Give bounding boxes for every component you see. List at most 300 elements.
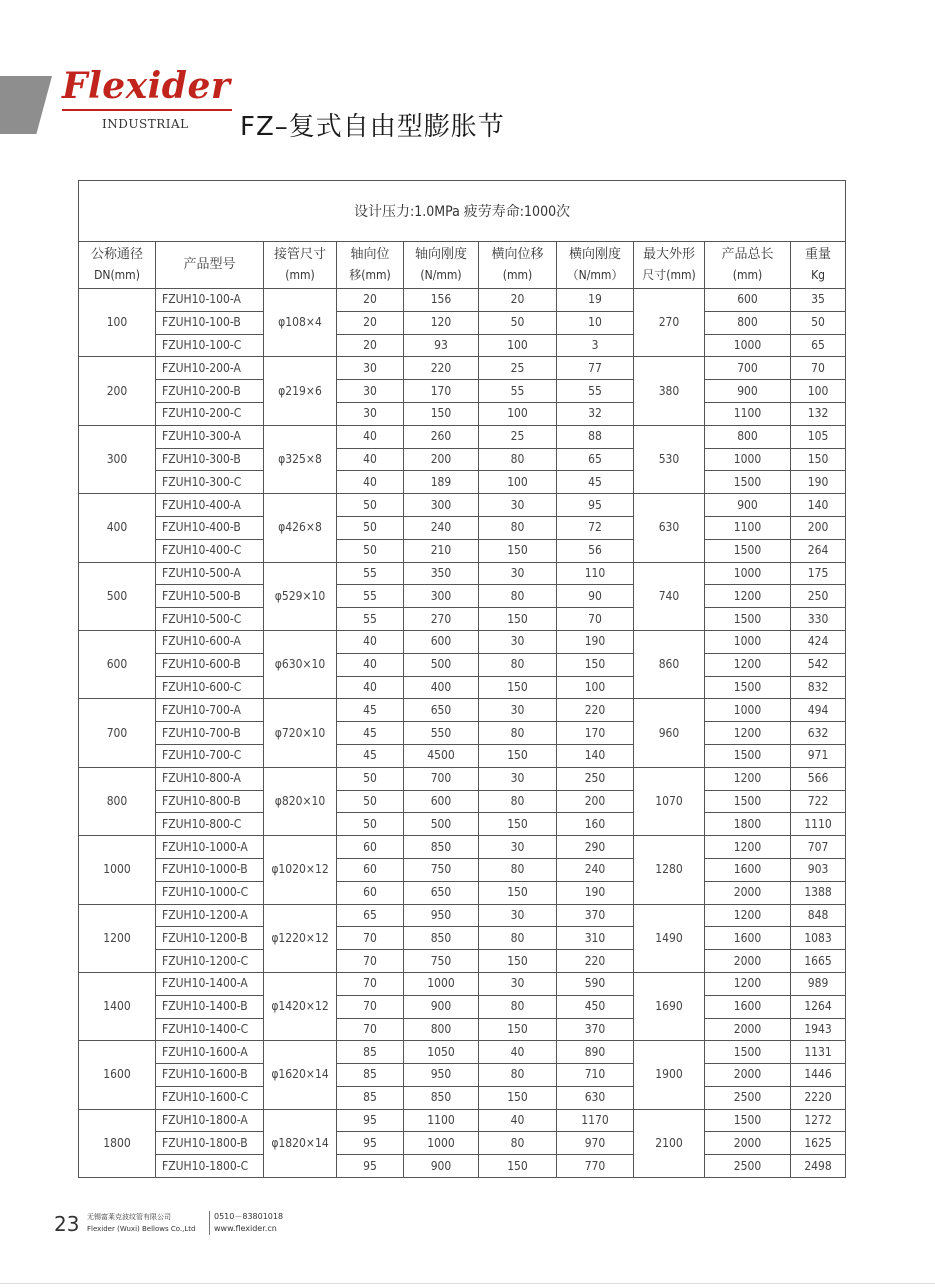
- pipe-size-cell: φ1620×14: [264, 1041, 337, 1109]
- pipe-size-cell: φ426×8: [264, 494, 337, 562]
- axial-stiffness-cell: 600: [404, 790, 479, 813]
- total-length-cell: 900: [705, 494, 791, 517]
- pipe-size-cell: φ108×4: [264, 289, 337, 357]
- axial-stiffness-cell: 850: [404, 836, 479, 859]
- lateral-displacement-cell: 80: [479, 1132, 557, 1155]
- axial-stiffness-cell: 900: [404, 1155, 479, 1178]
- max-dimension-cell: 1070: [634, 767, 705, 835]
- weight-cell: 1264: [791, 995, 846, 1018]
- axial-displacement-cell: 45: [337, 744, 404, 767]
- model-cell: FZUH10-400-B: [156, 516, 264, 539]
- axial-stiffness-cell: 120: [404, 311, 479, 334]
- lateral-stiffness-cell: 290: [557, 836, 634, 859]
- table-row: [79, 1086, 846, 1109]
- table-row: [79, 448, 846, 471]
- axial-displacement-cell: 85: [337, 1086, 404, 1109]
- lateral-stiffness-cell: 370: [557, 904, 634, 927]
- axial-displacement-cell: 40: [337, 630, 404, 653]
- axial-stiffness-cell: 400: [404, 676, 479, 699]
- lateral-stiffness-cell: 88: [557, 425, 634, 448]
- weight-cell: 2220: [791, 1086, 846, 1109]
- lateral-displacement-cell: 150: [479, 1018, 557, 1041]
- spec-table-wrapper: [78, 180, 845, 1178]
- max-dimension-cell: 860: [634, 630, 705, 698]
- axial-displacement-cell: 50: [337, 813, 404, 836]
- axial-stiffness-cell: 900: [404, 995, 479, 1018]
- weight-cell: 250: [791, 585, 846, 608]
- weight-cell: 903: [791, 858, 846, 881]
- table-row: [79, 1064, 846, 1087]
- model-cell: FZUH10-800-B: [156, 790, 264, 813]
- max-dimension-cell: 960: [634, 699, 705, 767]
- model-cell: FZUH10-1800-B: [156, 1132, 264, 1155]
- weight-cell: 330: [791, 608, 846, 631]
- table-body: [79, 289, 846, 1178]
- table-row: [79, 380, 846, 403]
- model-cell: FZUH10-700-A: [156, 699, 264, 722]
- axial-stiffness-cell: 650: [404, 699, 479, 722]
- axial-displacement-cell: 85: [337, 1041, 404, 1064]
- column-header: [705, 242, 791, 289]
- table-row: [79, 1155, 846, 1178]
- total-length-cell: 2000: [705, 1064, 791, 1087]
- model-cell: FZUH10-700-B: [156, 722, 264, 745]
- table-row: [79, 289, 846, 312]
- weight-cell: 542: [791, 653, 846, 676]
- axial-displacement-cell: 95: [337, 1155, 404, 1178]
- spec-table: [78, 180, 846, 1178]
- axial-displacement-cell: 20: [337, 289, 404, 312]
- lateral-stiffness-cell: 970: [557, 1132, 634, 1155]
- pipe-size-cell: φ720×10: [264, 699, 337, 767]
- total-length-cell: 1000: [705, 334, 791, 357]
- total-length-cell: 1200: [705, 767, 791, 790]
- lateral-displacement-cell: 50: [479, 311, 557, 334]
- lateral-displacement-cell: 30: [479, 494, 557, 517]
- total-length-cell: 2000: [705, 1018, 791, 1041]
- lateral-stiffness-cell: 590: [557, 972, 634, 995]
- lateral-stiffness-cell: 140: [557, 744, 634, 767]
- column-header: [264, 242, 337, 289]
- model-cell: FZUH10-300-C: [156, 471, 264, 494]
- table-row: [79, 744, 846, 767]
- column-header: [791, 242, 846, 289]
- axial-displacement-cell: 70: [337, 927, 404, 950]
- lateral-stiffness-cell: 890: [557, 1041, 634, 1064]
- model-cell: FZUH10-1600-C: [156, 1086, 264, 1109]
- model-cell: FZUH10-1000-B: [156, 858, 264, 881]
- lateral-displacement-cell: 55: [479, 380, 557, 403]
- table-row: [79, 927, 846, 950]
- lateral-stiffness-cell: 1170: [557, 1109, 634, 1132]
- total-length-cell: 1500: [705, 1041, 791, 1064]
- axial-displacement-cell: 55: [337, 562, 404, 585]
- weight-cell: 65: [791, 334, 846, 357]
- max-dimension-cell: 1690: [634, 972, 705, 1040]
- weight-cell: 566: [791, 767, 846, 790]
- axial-displacement-cell: 40: [337, 448, 404, 471]
- lateral-stiffness-cell: 240: [557, 858, 634, 881]
- weight-cell: 132: [791, 402, 846, 425]
- axial-displacement-cell: 95: [337, 1109, 404, 1132]
- page-number: 23: [54, 1212, 80, 1236]
- column-header-line1: 横向位移: [491, 247, 544, 262]
- axial-stiffness-cell: 1100: [404, 1109, 479, 1132]
- contact-info: [214, 1211, 283, 1235]
- dn-cell: 1800: [79, 1109, 156, 1177]
- axial-displacement-cell: 30: [337, 380, 404, 403]
- company-info: [87, 1211, 195, 1235]
- lateral-stiffness-cell: 100: [557, 676, 634, 699]
- lateral-displacement-cell: 150: [479, 744, 557, 767]
- model-cell: FZUH10-1800-A: [156, 1109, 264, 1132]
- weight-cell: 1446: [791, 1064, 846, 1087]
- axial-displacement-cell: 40: [337, 471, 404, 494]
- table-row: [79, 357, 846, 380]
- column-header: [404, 242, 479, 289]
- pipe-size-cell: φ1820×14: [264, 1109, 337, 1177]
- weight-cell: 264: [791, 539, 846, 562]
- axial-displacement-cell: 20: [337, 311, 404, 334]
- dn-cell: 1600: [79, 1041, 156, 1109]
- column-header-line2: (N/mm): [420, 268, 462, 282]
- lateral-stiffness-cell: 70: [557, 608, 634, 631]
- weight-cell: 140: [791, 494, 846, 517]
- axial-stiffness-cell: 200: [404, 448, 479, 471]
- total-length-cell: 1200: [705, 836, 791, 859]
- weight-cell: 175: [791, 562, 846, 585]
- column-header: [634, 242, 705, 289]
- column-header: [557, 242, 634, 289]
- total-length-cell: 700: [705, 357, 791, 380]
- table-row: [79, 858, 846, 881]
- pipe-size-cell: φ1020×12: [264, 836, 337, 904]
- page-edge-tab: [0, 76, 52, 134]
- model-cell: FZUH10-1400-B: [156, 995, 264, 1018]
- table-row: [79, 539, 846, 562]
- total-length-cell: 1600: [705, 858, 791, 881]
- logo-subtitle: INDUSTRIAL: [102, 117, 189, 131]
- table-row: [79, 585, 846, 608]
- lateral-stiffness-cell: 90: [557, 585, 634, 608]
- column-header-line1: 横向刚度: [568, 247, 621, 262]
- dn-cell: 1400: [79, 972, 156, 1040]
- lateral-stiffness-cell: 55: [557, 380, 634, 403]
- axial-displacement-cell: 60: [337, 836, 404, 859]
- model-cell: FZUH10-200-B: [156, 380, 264, 403]
- column-header-line2: (mm): [285, 268, 315, 282]
- table-row: [79, 471, 846, 494]
- lateral-stiffness-cell: 220: [557, 699, 634, 722]
- axial-stiffness-cell: 1050: [404, 1041, 479, 1064]
- axial-stiffness-cell: 700: [404, 767, 479, 790]
- model-cell: FZUH10-1000-C: [156, 881, 264, 904]
- axial-displacement-cell: 40: [337, 676, 404, 699]
- lateral-displacement-cell: 80: [479, 516, 557, 539]
- table-row: [79, 995, 846, 1018]
- model-cell: FZUH10-400-A: [156, 494, 264, 517]
- axial-displacement-cell: 60: [337, 881, 404, 904]
- model-cell: FZUH10-800-C: [156, 813, 264, 836]
- total-length-cell: 1200: [705, 653, 791, 676]
- page-title: FZ–复式自由型膨胀节: [240, 112, 505, 142]
- axial-stiffness-cell: 220: [404, 357, 479, 380]
- axial-stiffness-cell: 260: [404, 425, 479, 448]
- lateral-displacement-cell: 30: [479, 699, 557, 722]
- website-link[interactable]: www.flexider.cn: [214, 1224, 277, 1233]
- column-header-line1: 产品型号: [183, 257, 236, 272]
- model-cell: FZUH10-1400-C: [156, 1018, 264, 1041]
- dn-cell: 600: [79, 630, 156, 698]
- table-row: [79, 699, 846, 722]
- model-cell: FZUH10-100-B: [156, 311, 264, 334]
- pipe-size-cell: φ820×10: [264, 767, 337, 835]
- lateral-stiffness-cell: 95: [557, 494, 634, 517]
- lateral-stiffness-cell: 310: [557, 927, 634, 950]
- column-header: [337, 242, 404, 289]
- lateral-stiffness-cell: 19: [557, 289, 634, 312]
- column-header-line1: 接管尺寸: [273, 247, 326, 262]
- lateral-displacement-cell: 80: [479, 858, 557, 881]
- lateral-displacement-cell: 150: [479, 1155, 557, 1178]
- table-row: [79, 722, 846, 745]
- model-cell: FZUH10-100-C: [156, 334, 264, 357]
- total-length-cell: 800: [705, 425, 791, 448]
- model-cell: FZUH10-1600-A: [156, 1041, 264, 1064]
- max-dimension-cell: 740: [634, 562, 705, 630]
- total-length-cell: 2000: [705, 950, 791, 973]
- weight-cell: 2498: [791, 1155, 846, 1178]
- column-header: [79, 242, 156, 289]
- axial-stiffness-cell: 750: [404, 950, 479, 973]
- axial-displacement-cell: 50: [337, 539, 404, 562]
- axial-stiffness-cell: 240: [404, 516, 479, 539]
- column-header-line2: (mm): [502, 268, 533, 282]
- column-header: [479, 242, 557, 289]
- lateral-displacement-cell: 150: [479, 1086, 557, 1109]
- weight-cell: 35: [791, 289, 846, 312]
- table-row: [79, 813, 846, 836]
- lateral-stiffness-cell: 56: [557, 539, 634, 562]
- lateral-stiffness-cell: 630: [557, 1086, 634, 1109]
- model-cell: FZUH10-600-B: [156, 653, 264, 676]
- table-row: [79, 630, 846, 653]
- axial-displacement-cell: 55: [337, 585, 404, 608]
- column-header-line1: 产品总长: [721, 247, 774, 262]
- column-header-line1: 轴向位: [350, 247, 390, 262]
- total-length-cell: 1500: [705, 1109, 791, 1132]
- weight-cell: 100: [791, 380, 846, 403]
- table-row: [79, 562, 846, 585]
- axial-stiffness-cell: 650: [404, 881, 479, 904]
- lateral-stiffness-cell: 450: [557, 995, 634, 1018]
- axial-stiffness-cell: 300: [404, 585, 479, 608]
- axial-stiffness-cell: 950: [404, 904, 479, 927]
- table-row: [79, 402, 846, 425]
- phone-number: 0510－83801018: [214, 1212, 284, 1221]
- model-cell: FZUH10-600-A: [156, 630, 264, 653]
- lateral-displacement-cell: 40: [479, 1041, 557, 1064]
- model-cell: FZUH10-600-C: [156, 676, 264, 699]
- lateral-displacement-cell: 100: [479, 471, 557, 494]
- total-length-cell: 2000: [705, 881, 791, 904]
- dn-cell: 700: [79, 699, 156, 767]
- model-cell: FZUH10-1200-B: [156, 927, 264, 950]
- flexider-logo: [62, 66, 242, 136]
- lateral-stiffness-cell: 65: [557, 448, 634, 471]
- table-row: [79, 676, 846, 699]
- bottom-rule: [0, 1283, 935, 1284]
- axial-displacement-cell: 30: [337, 402, 404, 425]
- axial-displacement-cell: 55: [337, 608, 404, 631]
- axial-stiffness-cell: 4500: [404, 744, 479, 767]
- pipe-size-cell: φ529×10: [264, 562, 337, 630]
- lateral-displacement-cell: 30: [479, 972, 557, 995]
- total-length-cell: 1000: [705, 562, 791, 585]
- lateral-stiffness-cell: 3: [557, 334, 634, 357]
- lateral-displacement-cell: 25: [479, 425, 557, 448]
- axial-displacement-cell: 40: [337, 653, 404, 676]
- table-row: [79, 1109, 846, 1132]
- column-header-line2: （N/mm）: [566, 268, 624, 282]
- total-length-cell: 1500: [705, 608, 791, 631]
- model-cell: FZUH10-300-A: [156, 425, 264, 448]
- table-row: [79, 767, 846, 790]
- lateral-displacement-cell: 30: [479, 630, 557, 653]
- total-length-cell: 1600: [705, 927, 791, 950]
- max-dimension-cell: 1490: [634, 904, 705, 972]
- weight-cell: 832: [791, 676, 846, 699]
- lateral-displacement-cell: 30: [479, 904, 557, 927]
- weight-cell: 1131: [791, 1041, 846, 1064]
- column-header-line1: 最大外形: [642, 247, 695, 262]
- total-length-cell: 1500: [705, 539, 791, 562]
- table-row: [79, 1041, 846, 1064]
- lateral-displacement-cell: 20: [479, 289, 557, 312]
- axial-displacement-cell: 70: [337, 1018, 404, 1041]
- max-dimension-cell: 630: [634, 494, 705, 562]
- lateral-stiffness-cell: 32: [557, 402, 634, 425]
- axial-stiffness-cell: 500: [404, 653, 479, 676]
- weight-cell: 424: [791, 630, 846, 653]
- axial-stiffness-cell: 600: [404, 630, 479, 653]
- axial-displacement-cell: 45: [337, 722, 404, 745]
- lateral-displacement-cell: 100: [479, 402, 557, 425]
- model-cell: FZUH10-200-A: [156, 357, 264, 380]
- axial-stiffness-cell: 156: [404, 289, 479, 312]
- model-cell: FZUH10-1000-A: [156, 836, 264, 859]
- table-row: [79, 1018, 846, 1041]
- total-length-cell: 1200: [705, 585, 791, 608]
- lateral-displacement-cell: 80: [479, 448, 557, 471]
- total-length-cell: 1500: [705, 471, 791, 494]
- table-row: [79, 972, 846, 995]
- axial-stiffness-cell: 750: [404, 858, 479, 881]
- column-header-line1: 公称通径: [90, 247, 143, 262]
- table-header-row: [79, 242, 846, 289]
- axial-displacement-cell: 65: [337, 904, 404, 927]
- lateral-displacement-cell: 80: [479, 790, 557, 813]
- model-cell: FZUH10-1200-A: [156, 904, 264, 927]
- table-row: [79, 904, 846, 927]
- total-length-cell: 2000: [705, 1132, 791, 1155]
- total-length-cell: 1600: [705, 995, 791, 1018]
- dn-cell: 300: [79, 425, 156, 493]
- max-dimension-cell: 1280: [634, 836, 705, 904]
- table-caption: 设计压力:1.0MPa 疲劳寿命:1000次: [79, 181, 846, 242]
- lateral-displacement-cell: 150: [479, 950, 557, 973]
- axial-stiffness-cell: 150: [404, 402, 479, 425]
- weight-cell: 848: [791, 904, 846, 927]
- footer-divider: [209, 1211, 210, 1235]
- total-length-cell: 900: [705, 380, 791, 403]
- lateral-stiffness-cell: 370: [557, 1018, 634, 1041]
- dn-cell: 200: [79, 357, 156, 425]
- table-row: [79, 1132, 846, 1155]
- axial-displacement-cell: 30: [337, 357, 404, 380]
- lateral-displacement-cell: 80: [479, 722, 557, 745]
- total-length-cell: 1200: [705, 972, 791, 995]
- lateral-stiffness-cell: 710: [557, 1064, 634, 1087]
- dn-cell: 400: [79, 494, 156, 562]
- axial-displacement-cell: 40: [337, 425, 404, 448]
- axial-displacement-cell: 70: [337, 972, 404, 995]
- axial-stiffness-cell: 850: [404, 1086, 479, 1109]
- lateral-displacement-cell: 30: [479, 836, 557, 859]
- axial-displacement-cell: 85: [337, 1064, 404, 1087]
- lateral-displacement-cell: 30: [479, 562, 557, 585]
- lateral-displacement-cell: 150: [479, 813, 557, 836]
- lateral-displacement-cell: 80: [479, 927, 557, 950]
- axial-stiffness-cell: 1000: [404, 1132, 479, 1155]
- axial-displacement-cell: 70: [337, 950, 404, 973]
- dn-cell: 500: [79, 562, 156, 630]
- lateral-displacement-cell: 80: [479, 995, 557, 1018]
- axial-displacement-cell: 60: [337, 858, 404, 881]
- axial-stiffness-cell: 550: [404, 722, 479, 745]
- lateral-stiffness-cell: 770: [557, 1155, 634, 1178]
- axial-displacement-cell: 50: [337, 767, 404, 790]
- lateral-stiffness-cell: 200: [557, 790, 634, 813]
- weight-cell: 150: [791, 448, 846, 471]
- table-row: [79, 836, 846, 859]
- table-row: [79, 494, 846, 517]
- logo-name: Flexider: [62, 65, 231, 107]
- pipe-size-cell: φ1420×12: [264, 972, 337, 1040]
- table-row: [79, 311, 846, 334]
- lateral-displacement-cell: 80: [479, 1064, 557, 1087]
- axial-displacement-cell: 95: [337, 1132, 404, 1155]
- table-row: [79, 950, 846, 973]
- lateral-stiffness-cell: 190: [557, 630, 634, 653]
- column-header: [156, 242, 264, 289]
- weight-cell: 1625: [791, 1132, 846, 1155]
- weight-cell: 1110: [791, 813, 846, 836]
- lateral-displacement-cell: 150: [479, 608, 557, 631]
- lateral-stiffness-cell: 150: [557, 653, 634, 676]
- weight-cell: 105: [791, 425, 846, 448]
- total-length-cell: 1500: [705, 676, 791, 699]
- weight-cell: 200: [791, 516, 846, 539]
- weight-cell: 971: [791, 744, 846, 767]
- lateral-displacement-cell: 80: [479, 653, 557, 676]
- weight-cell: 632: [791, 722, 846, 745]
- table-row: [79, 516, 846, 539]
- table-row: [79, 334, 846, 357]
- total-length-cell: 600: [705, 289, 791, 312]
- lateral-displacement-cell: 150: [479, 881, 557, 904]
- column-header-line2: (mm): [732, 268, 763, 282]
